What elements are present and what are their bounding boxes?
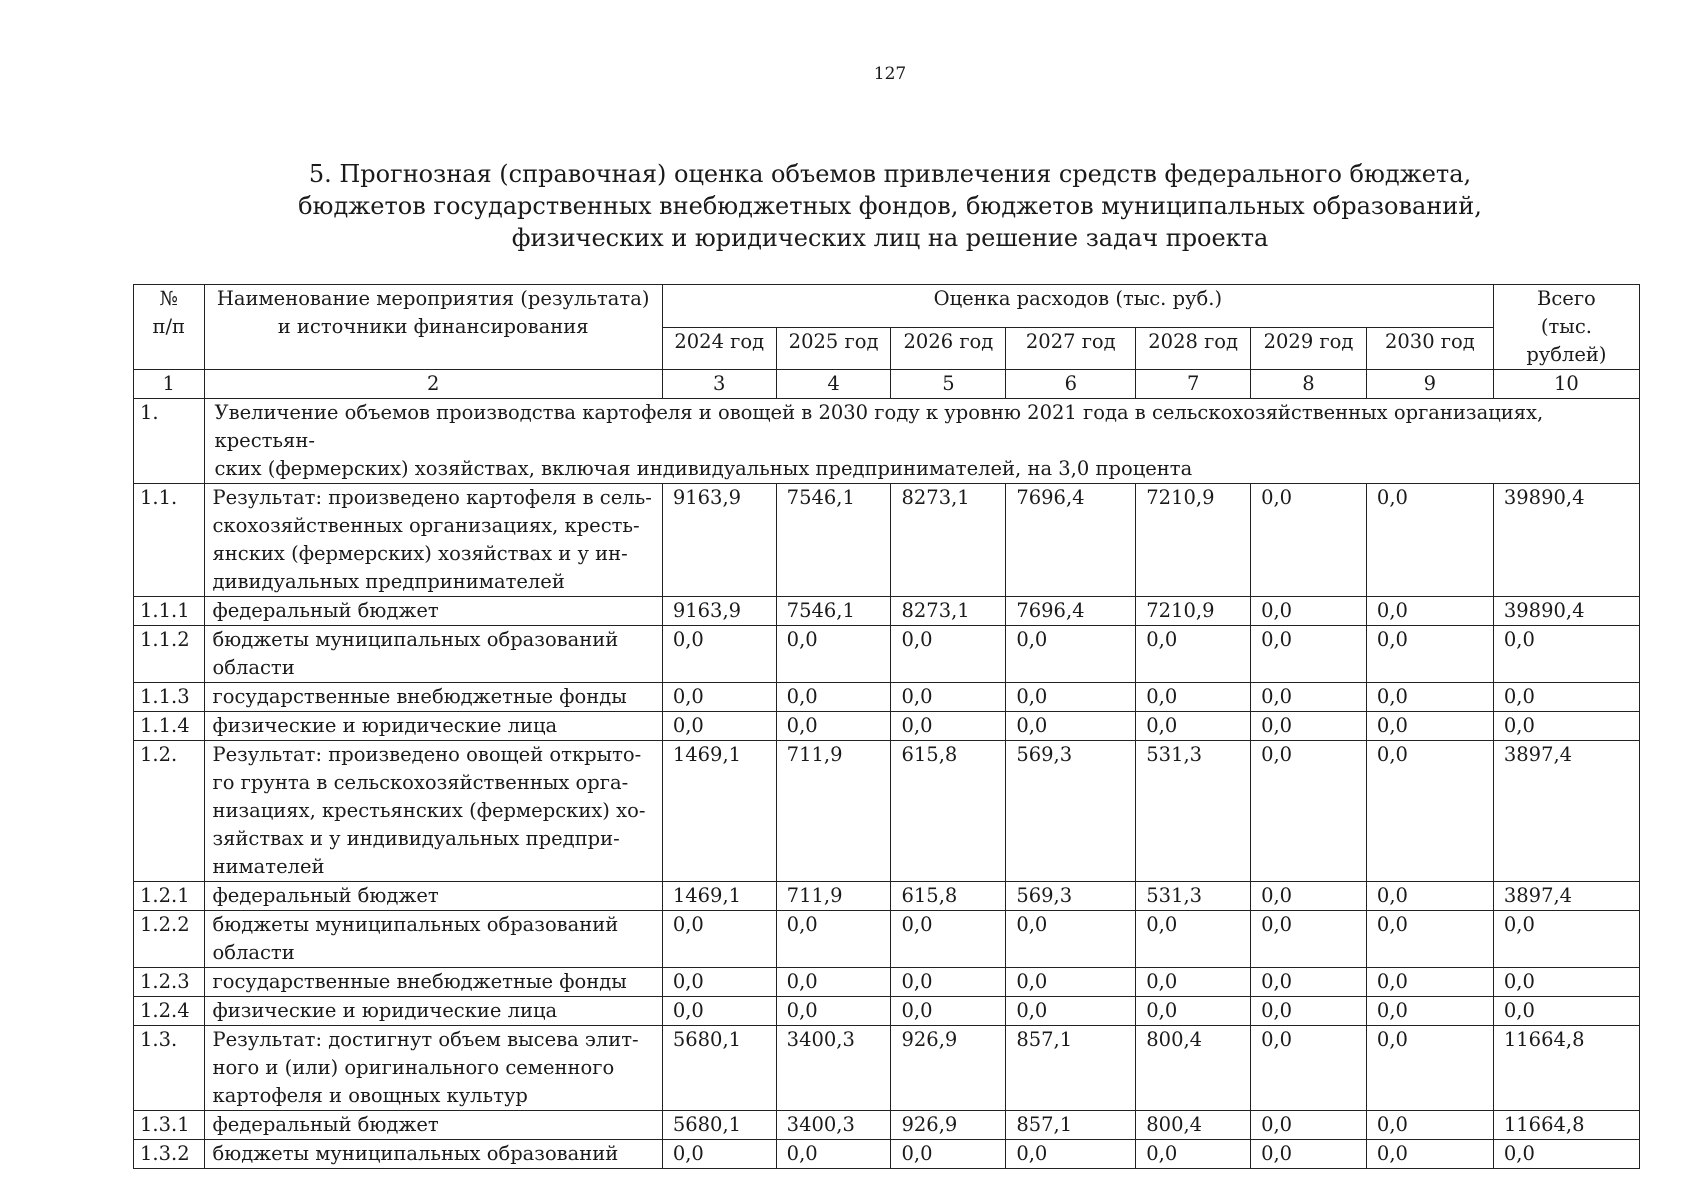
table-row (134, 597, 1640, 626)
title-line-1: 5. Прогнозная (справочная) оценка объемов привлечения средств федерального бюджета, (308, 160, 1472, 188)
header-year: 2028 год (1136, 327, 1251, 370)
row-value: 0,0 (662, 712, 776, 741)
section-text: Увеличение объемов производства картофеля и овощей в 2030 году к уровню 2021 года в сельскохозяйственных организациях, крестьян- ских (фермерских) хозяйствах, включая индивидуальных предпринимателей, на 3,0 процента (204, 399, 1640, 484)
row-total: 0,0 (1493, 997, 1639, 1026)
row-value: 0,0 (1366, 1026, 1493, 1111)
row-name: физические и юридические лица (204, 997, 662, 1026)
row-value: 0,0 (891, 626, 1006, 683)
row-value: 0,0 (1366, 683, 1493, 712)
row-value: 0,0 (1136, 997, 1251, 1026)
row-total: 0,0 (1493, 712, 1639, 741)
row-total: 0,0 (1493, 968, 1639, 997)
column-number: 9 (1366, 370, 1493, 399)
column-number: 5 (891, 370, 1006, 399)
row-value: 0,0 (891, 1140, 1006, 1169)
section-row (134, 399, 1640, 484)
column-number: 7 (1136, 370, 1251, 399)
row-value: 0,0 (1366, 882, 1493, 911)
column-number: 6 (1006, 370, 1136, 399)
row-value: 800,4 (1136, 1026, 1251, 1111)
row-name: бюджеты муниципальных образований (204, 1140, 662, 1169)
header-year: 2024 год (662, 327, 776, 370)
row-value: 0,0 (776, 968, 891, 997)
row-value: 711,9 (776, 741, 891, 882)
header-estimate: Оценка расходов (тыс. руб.) (662, 285, 1493, 328)
row-value: 926,9 (891, 1026, 1006, 1111)
row-total: 0,0 (1493, 683, 1639, 712)
table-row (134, 741, 1640, 882)
row-total: 3897,4 (1493, 882, 1639, 911)
row-value: 0,0 (1136, 712, 1251, 741)
row-value: 0,0 (1251, 484, 1367, 597)
row-number: 1.1.1 (134, 597, 205, 626)
row-name: Результат: произведено овощей открыто- го грунта в сельскохозяйственных орга- низациях, крестьянских (фермерских) хо- зяйствах и у индивидуальных предпри- нимателей (204, 741, 662, 882)
row-value: 7546,1 (776, 484, 891, 597)
row-value: 0,0 (1136, 968, 1251, 997)
table-row (134, 997, 1640, 1026)
row-value: 0,0 (891, 911, 1006, 968)
table-row (134, 683, 1640, 712)
row-name: Результат: произведено картофеля в сель- скохозяйственных организациях, кресть- янских (фермерских) хозяйствах и у ин- дивидуальных предпринимателей (204, 484, 662, 597)
row-name: федеральный бюджет (204, 597, 662, 626)
row-value: 0,0 (1251, 597, 1367, 626)
table-row (134, 911, 1640, 968)
row-value: 0,0 (1136, 683, 1251, 712)
row-value: 0,0 (1006, 683, 1136, 712)
row-value: 0,0 (1366, 1140, 1493, 1169)
row-total: 39890,4 (1493, 484, 1639, 597)
row-value: 0,0 (891, 712, 1006, 741)
row-value: 0,0 (1366, 484, 1493, 597)
row-number: 1.3. (134, 1026, 205, 1111)
row-name: государственные внебюджетные фонды (204, 968, 662, 997)
row-value: 0,0 (776, 683, 891, 712)
row-value: 0,0 (1366, 1111, 1493, 1140)
row-name: федеральный бюджет (204, 882, 662, 911)
row-name: физические и юридические лица (204, 712, 662, 741)
row-value: 0,0 (1251, 683, 1367, 712)
row-value: 0,0 (662, 997, 776, 1026)
row-number: 1.1.4 (134, 712, 205, 741)
column-number: 1 (134, 370, 205, 399)
row-value: 0,0 (1136, 911, 1251, 968)
row-value: 0,0 (1251, 911, 1367, 968)
row-value: 0,0 (1006, 997, 1136, 1026)
row-value: 800,4 (1136, 1111, 1251, 1140)
row-value: 0,0 (1136, 1140, 1251, 1169)
header-name: Наименование мероприятия (результата) и источники финансирования (204, 285, 662, 370)
row-value: 569,3 (1006, 882, 1136, 911)
row-value: 0,0 (1366, 997, 1493, 1026)
row-name: Результат: достигнут объем высева элит- ного и (или) оригинального семенного картофеля и овощных культур (204, 1026, 662, 1111)
row-number: 1.2.1 (134, 882, 205, 911)
row-value: 0,0 (1006, 968, 1136, 997)
row-total: 39890,4 (1493, 597, 1639, 626)
row-value: 531,3 (1136, 882, 1251, 911)
row-value: 0,0 (1251, 1140, 1367, 1169)
section-num: 1. (134, 399, 205, 484)
column-number: 10 (1493, 370, 1639, 399)
row-name: бюджеты муниципальных образований области (204, 911, 662, 968)
row-total: 0,0 (1493, 911, 1639, 968)
row-value: 0,0 (1006, 712, 1136, 741)
column-number: 8 (1251, 370, 1367, 399)
header-year: 2030 год (1366, 327, 1493, 370)
row-value: 615,8 (891, 882, 1006, 911)
row-value: 7210,9 (1136, 484, 1251, 597)
column-number: 2 (204, 370, 662, 399)
row-value: 9163,9 (662, 597, 776, 626)
table-row (134, 1026, 1640, 1111)
row-value: 0,0 (776, 1140, 891, 1169)
row-value: 7546,1 (776, 597, 891, 626)
row-value: 0,0 (1251, 712, 1367, 741)
title-line-2: бюджетов государственных внебюджетных фондов, бюджетов муниципальных образований, (298, 192, 1482, 220)
column-number: 3 (662, 370, 776, 399)
row-value: 0,0 (1251, 741, 1367, 882)
row-value: 0,0 (662, 1140, 776, 1169)
row-value: 7696,4 (1006, 597, 1136, 626)
row-value: 0,0 (1251, 1026, 1367, 1111)
row-value: 0,0 (1006, 1140, 1136, 1169)
row-number: 1.1.3 (134, 683, 205, 712)
header-row-1 (134, 285, 1640, 328)
row-value: 0,0 (1136, 626, 1251, 683)
row-value: 0,0 (891, 683, 1006, 712)
row-value: 0,0 (1366, 968, 1493, 997)
table-row (134, 712, 1640, 741)
table-row (134, 1111, 1640, 1140)
row-value: 531,3 (1136, 741, 1251, 882)
row-value: 711,9 (776, 882, 891, 911)
row-value: 0,0 (1251, 626, 1367, 683)
funding-table-container (133, 284, 1640, 1169)
header-year: 2026 год (891, 327, 1006, 370)
header-num: № п/п (134, 285, 205, 370)
title-line-3: физических и юридических лиц на решение задач проекта (511, 224, 1269, 252)
row-value: 0,0 (776, 626, 891, 683)
row-value: 0,0 (1366, 911, 1493, 968)
row-value: 0,0 (891, 997, 1006, 1026)
row-value: 5680,1 (662, 1026, 776, 1111)
row-value: 857,1 (1006, 1111, 1136, 1140)
row-value: 0,0 (1366, 626, 1493, 683)
row-value: 0,0 (1006, 626, 1136, 683)
header-year: 2027 год (1006, 327, 1136, 370)
row-value: 0,0 (776, 911, 891, 968)
row-value: 3400,3 (776, 1111, 891, 1140)
row-value: 5680,1 (662, 1111, 776, 1140)
row-number: 1.2.3 (134, 968, 205, 997)
row-total: 0,0 (1493, 1140, 1639, 1169)
table-row (134, 626, 1640, 683)
row-value: 857,1 (1006, 1026, 1136, 1111)
row-value: 0,0 (662, 626, 776, 683)
row-total: 3897,4 (1493, 741, 1639, 882)
row-value: 569,3 (1006, 741, 1136, 882)
row-value: 0,0 (1251, 968, 1367, 997)
row-value: 0,0 (1366, 712, 1493, 741)
page-number: 127 (873, 64, 907, 84)
row-number: 1.1.2 (134, 626, 205, 683)
row-value: 9163,9 (662, 484, 776, 597)
row-value: 0,0 (1006, 911, 1136, 968)
table-row (134, 484, 1640, 597)
row-name: бюджеты муниципальных образований области (204, 626, 662, 683)
row-value: 0,0 (662, 968, 776, 997)
row-value: 0,0 (776, 997, 891, 1026)
row-value: 3400,3 (776, 1026, 891, 1111)
column-number: 4 (776, 370, 891, 399)
funding-table (133, 284, 1640, 1169)
row-name: государственные внебюджетные фонды (204, 683, 662, 712)
row-total: 11664,8 (1493, 1026, 1639, 1111)
header-total: Всего (тыс. рублей) (1493, 285, 1639, 370)
row-number: 1.2. (134, 741, 205, 882)
row-value: 0,0 (776, 712, 891, 741)
header-year: 2029 год (1251, 327, 1367, 370)
row-number: 1.2.4 (134, 997, 205, 1026)
header-year: 2025 год (776, 327, 891, 370)
row-value: 8273,1 (891, 484, 1006, 597)
row-value: 615,8 (891, 741, 1006, 882)
table-row (134, 968, 1640, 997)
row-number: 1.1. (134, 484, 205, 597)
row-value: 0,0 (1251, 1111, 1367, 1140)
row-value: 0,0 (1366, 597, 1493, 626)
row-name: федеральный бюджет (204, 1111, 662, 1140)
row-total: 11664,8 (1493, 1111, 1639, 1140)
row-value: 1469,1 (662, 741, 776, 882)
row-value: 7696,4 (1006, 484, 1136, 597)
table-row (134, 882, 1640, 911)
column-number-row (134, 370, 1640, 399)
row-value: 0,0 (891, 968, 1006, 997)
row-value: 8273,1 (891, 597, 1006, 626)
document-title (0, 158, 1697, 254)
row-value: 0,0 (662, 911, 776, 968)
row-value: 0,0 (1366, 741, 1493, 882)
row-value: 926,9 (891, 1111, 1006, 1140)
row-number: 1.3.2 (134, 1140, 205, 1169)
table-row (134, 1140, 1640, 1169)
row-value: 0,0 (1251, 997, 1367, 1026)
row-total: 0,0 (1493, 626, 1639, 683)
row-number: 1.3.1 (134, 1111, 205, 1140)
row-number: 1.2.2 (134, 911, 205, 968)
row-value: 0,0 (1251, 882, 1367, 911)
row-value: 1469,1 (662, 882, 776, 911)
row-value: 7210,9 (1136, 597, 1251, 626)
row-value: 0,0 (662, 683, 776, 712)
